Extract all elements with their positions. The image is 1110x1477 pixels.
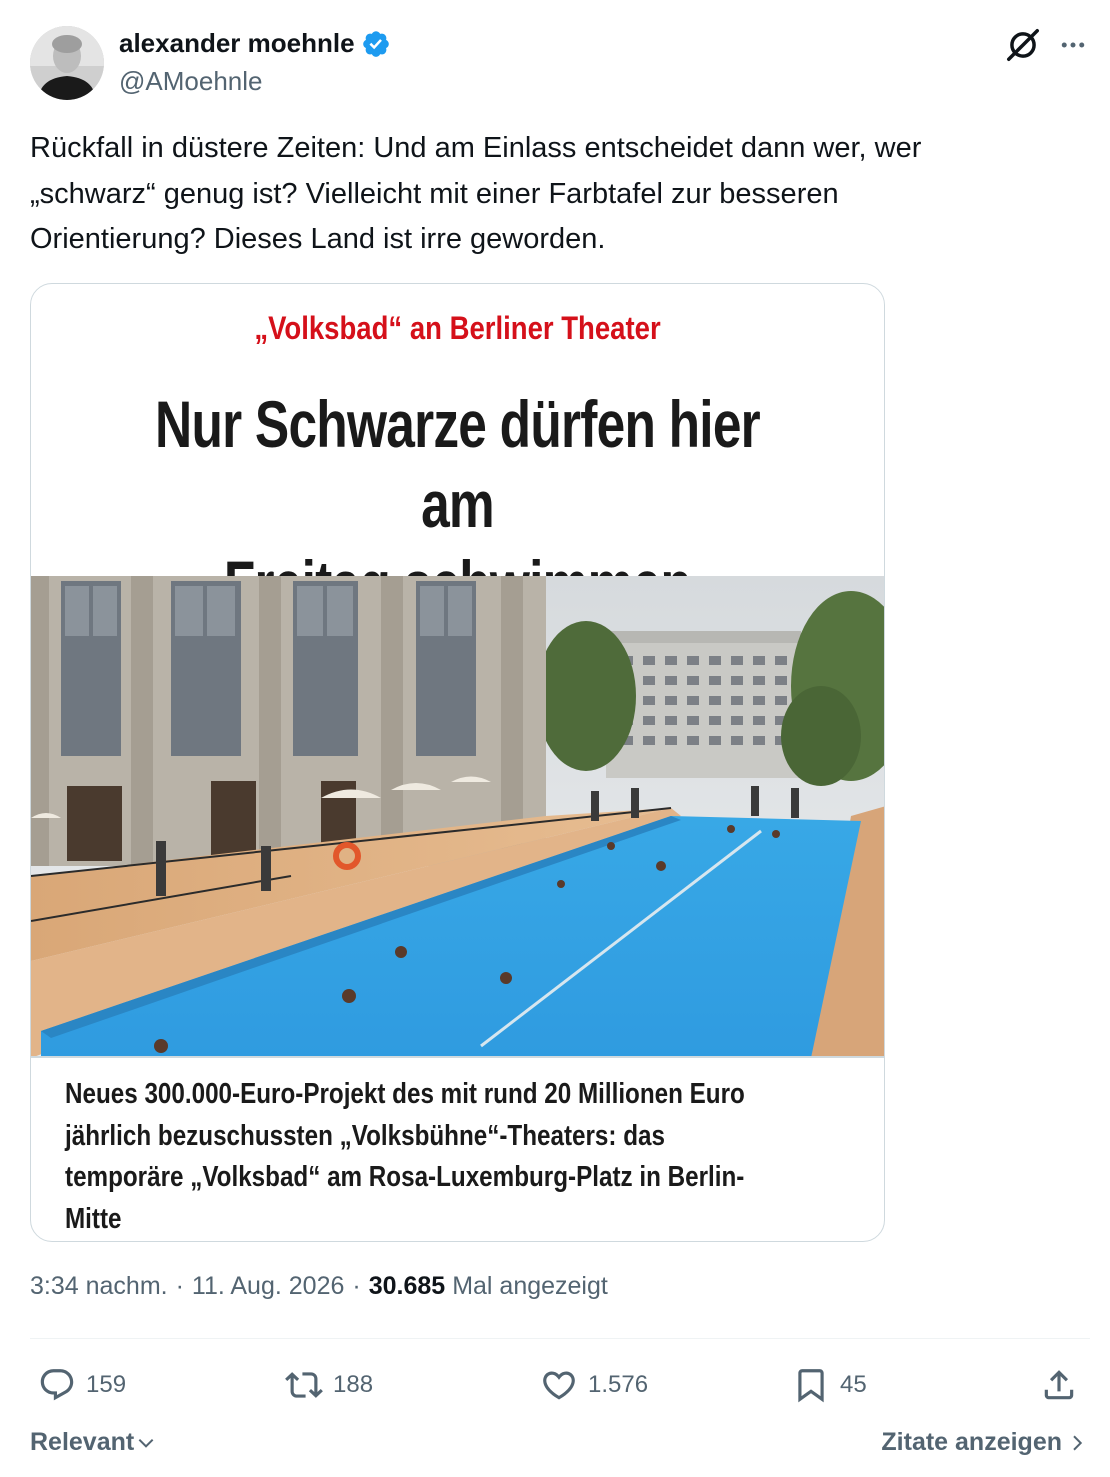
- chevron-down-icon: [136, 1433, 156, 1453]
- tweet-header: [30, 26, 1090, 102]
- view-quotes-link[interactable]: [881, 1428, 1086, 1457]
- avatar[interactable]: [30, 26, 104, 100]
- views-count[interactable]: 30.685: [368, 1272, 446, 1300]
- sort-label: Relevant: [30, 1428, 135, 1456]
- heart-icon: [540, 1366, 578, 1404]
- author-handle[interactable]: @AMoehnle: [119, 66, 263, 96]
- media-caption: Neues 300.000-Euro-Projekt des mit rund 20 Millionen Euro jährlich bezuschussten „Volksbühne“-Theaters: das temporäre „Volksbad“ am Rosa-Luxemburg-Platz in Berlin- Mitte: [65, 1078, 745, 1235]
- tweet-media[interactable]: [30, 283, 885, 1242]
- bookmark-icon: [792, 1366, 830, 1404]
- media-photo: [31, 576, 885, 1058]
- retweet-icon: [285, 1366, 323, 1404]
- verified-badge-icon: [361, 29, 391, 59]
- retweet-count: 188: [333, 1371, 374, 1398]
- reply-icon: [38, 1366, 76, 1404]
- tweet-meta: [30, 1272, 608, 1301]
- reply-count: 159: [86, 1371, 127, 1398]
- media-kicker: „Volksbad“ an Berliner Theater: [254, 310, 661, 346]
- views-label: Mal angezeigt: [452, 1272, 608, 1300]
- grok-icon[interactable]: [1004, 26, 1042, 64]
- reply-button[interactable]: [38, 1362, 126, 1408]
- action-bar: [30, 1362, 1090, 1408]
- author-name-row: [119, 28, 391, 59]
- quotes-label: Zitate anzeigen: [881, 1428, 1062, 1456]
- like-count: 1.576: [588, 1371, 649, 1398]
- share-button[interactable]: [1040, 1362, 1088, 1408]
- sort-replies-dropdown[interactable]: [30, 1428, 156, 1457]
- media-headline: Nur Schwarze dürfen hier am: [155, 387, 760, 541]
- divider: [30, 1338, 1090, 1339]
- bookmark-button[interactable]: [792, 1362, 867, 1408]
- meta-separator: ·: [352, 1272, 361, 1300]
- tweet-text: Rückfall in düstere Zeiten: Und am Einlass entscheidet dann wer, wer „schwarz“ genug ist? Vielleicht mit einer Farbtafel zur besseren Orientierung? Dieses Land ist irre geworden.: [30, 132, 922, 255]
- bookmark-count: 45: [840, 1371, 867, 1398]
- share-icon: [1040, 1366, 1078, 1404]
- tweet-date[interactable]: 11. Aug. 2026: [191, 1272, 345, 1300]
- author-display-name[interactable]: alexander moehnle: [119, 28, 355, 58]
- more-icon[interactable]: [1056, 30, 1090, 60]
- tweet-time[interactable]: 3:34 nachm.: [30, 1272, 168, 1300]
- chevron-right-icon: [1068, 1433, 1086, 1453]
- retweet-button[interactable]: [285, 1362, 373, 1408]
- meta-separator: ·: [175, 1272, 184, 1300]
- like-button[interactable]: [540, 1362, 648, 1408]
